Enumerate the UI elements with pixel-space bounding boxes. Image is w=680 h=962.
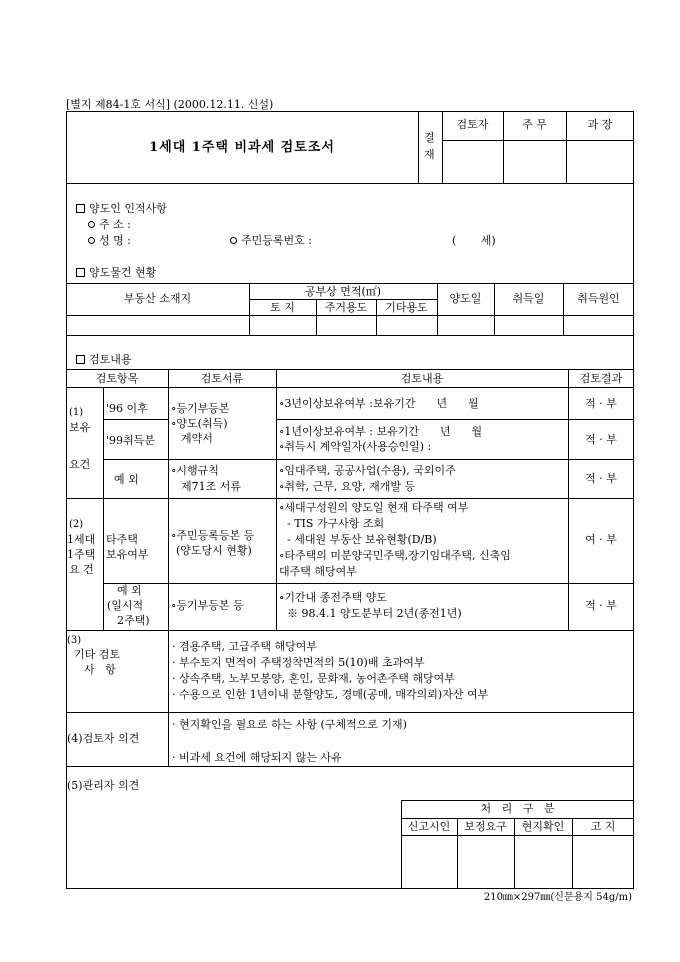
input-acquire-cause[interactable]: [564, 316, 633, 334]
s1-label-2: 요건: [69, 458, 91, 471]
property-heading: 양도물건 현황: [76, 266, 156, 280]
s1-label-1: 보유: [69, 421, 91, 434]
col-location: 부동산 소재지: [123, 292, 192, 305]
manager-opinion-input[interactable]: [68, 796, 398, 886]
approval-reviewer: 검토자: [456, 118, 489, 131]
transferor-name: 성 명 :: [88, 234, 131, 248]
col-review-item: 검토항목: [95, 372, 139, 385]
col-area: 공부상 면적(㎡): [304, 285, 382, 298]
s1-r2-content-1: ∘1년이상보유여부 : 보유기간 년 월: [279, 425, 483, 438]
result-1[interactable]: 적 · 부: [585, 397, 617, 410]
processing-heading: 처 리 구 분: [480, 802, 555, 815]
col-review-result: 검토결과: [579, 372, 623, 385]
s1-r1-content: ∘3년이상보유여부 :보유기간 년 월: [279, 397, 479, 410]
input-acquire-date[interactable]: [495, 316, 562, 334]
approval-sign-chief[interactable]: [567, 141, 633, 182]
col-acquire-date: 취득일: [512, 292, 545, 305]
s1-r3-content-2: ∘취학, 근무, 요양, 재개발 등: [279, 480, 416, 493]
s1-r1-item: '96 이후: [106, 402, 148, 415]
reviewer-opinion-line-1: · 현지확인을 필요로 하는 사항 (구체적으로 기재): [172, 718, 407, 731]
col-land: 토 지: [270, 301, 295, 314]
manager-opinion-label: (5)관리자 의견: [67, 779, 140, 792]
other-line-3: · 상속주택, 노부모봉양, 혼인, 문화재, 농어촌주택 해당여부: [172, 672, 455, 685]
s2-r1-content-2: - TIS 가구사항 조회: [287, 517, 385, 530]
cell-notice[interactable]: [573, 836, 633, 888]
other-line-2: · 부수토지 면적이 주택정착면적의 5(10)배 초과여부: [172, 656, 425, 669]
other-label-1: 기타 검토: [74, 648, 121, 661]
s1-docs-2: ∘양도(취득): [171, 417, 228, 430]
cell-report[interactable]: [402, 836, 456, 888]
other-label-2: 사 항: [84, 663, 116, 676]
s2-r1-content-4: ∘타주택의 미분양국민주택,장기임대주택, 신축임: [279, 549, 511, 562]
col-report: 신고시인: [407, 820, 451, 833]
s2-r2-content-2: ※ 98.4.1 양도분부터 2년(종전1년): [287, 607, 462, 620]
col-site-check: 현지확인: [521, 820, 565, 833]
s1-docs-3: 계약서: [181, 432, 213, 445]
s2-r1-docs-2: (양도당시 현황): [176, 544, 252, 557]
s2-r2-item-2: (일시적: [107, 599, 144, 612]
review-heading: 검토내용: [76, 353, 132, 367]
checkbox-icon: [76, 355, 85, 364]
s1-r3-content-1: ∘임대주택, 공공사업(수용), 국외이주: [279, 464, 456, 477]
s2-label-1: 1세대: [67, 533, 96, 546]
reviewer-opinion-label: (4)검토자 의견: [67, 732, 140, 745]
form-frame: [66, 111, 634, 889]
approval-sign-officer[interactable]: [504, 141, 565, 182]
input-land-area[interactable]: [250, 316, 315, 334]
s1-docs-1: ∘등기부등본: [171, 402, 230, 415]
s2-r1-item-1: 타주택: [106, 533, 138, 546]
s2-r1-content-1: ∘세대구성원의 양도일 현재 타주택 여부: [279, 501, 469, 514]
cell-site-check[interactable]: [515, 836, 571, 888]
col-review-docs: 검토서류: [200, 372, 244, 385]
approval-sign-reviewer[interactable]: [443, 141, 502, 182]
col-acquire-cause: 취득원인: [577, 292, 620, 305]
other-line-1: · 겸용주택, 고급주택 해당여부: [172, 640, 317, 653]
s2-r1-content-5: 대주택 해당여부: [279, 565, 357, 578]
result-2[interactable]: 적 · 부: [585, 433, 617, 446]
s1-r3-item: 예 외: [114, 473, 139, 486]
col-supplement: 보정요구: [464, 820, 507, 833]
transferor-age: ( 세): [452, 234, 496, 247]
reviewer-opinion-line-2: · 비과세 요건에 해당되지 않는 사유: [172, 751, 342, 764]
result-4[interactable]: 여 · 부: [585, 533, 617, 546]
s2-r1-content-3: - 세대원 부동산 보유현황(D/B): [287, 533, 437, 546]
s2-label-3: 요 건: [69, 563, 94, 576]
input-transfer-date[interactable]: [438, 316, 493, 334]
approval-officer: 주 무: [522, 118, 547, 131]
page-title: 1세대 1주택 비과세 검토조서: [149, 140, 335, 155]
transferor-address: 주 소 :: [88, 218, 131, 232]
checkbox-icon: [76, 268, 85, 277]
transferor-resident-no: 주민등록번호 :: [230, 234, 312, 248]
s2-r2-docs: ∘등기부등본 등: [171, 599, 244, 612]
result-5[interactable]: 적 · 부: [585, 599, 617, 612]
col-review-content: 검토내용: [400, 372, 444, 385]
cell-supplement[interactable]: [458, 836, 513, 888]
other-line-4: · 수용으로 인한 1년이내 분할양도, 경매(공매, 매각의뢰)자산 여부: [172, 688, 489, 701]
approval-chief: 과 장: [587, 118, 613, 131]
input-other-area[interactable]: [377, 316, 436, 334]
approval-label-2: 재: [424, 148, 435, 161]
other-num: (3): [67, 635, 82, 646]
transferor-heading: 양도인 인적사항: [76, 202, 167, 216]
approval-label-1: 결: [424, 131, 435, 144]
circle-bullet-icon: [88, 237, 95, 244]
circle-bullet-icon: [88, 221, 95, 228]
col-transfer-date: 양도일: [449, 292, 482, 305]
s2-num: (2): [69, 519, 84, 530]
col-notice: 고 지: [590, 820, 616, 833]
input-residential-area[interactable]: [317, 316, 375, 334]
form-number-note: [별지 제84-1호 서식] (2000.12.11. 신설): [66, 98, 274, 111]
s2-r1-docs-1: ∘주민등록등본 등: [171, 529, 255, 542]
col-other: 기타용도: [385, 301, 428, 314]
checkbox-icon: [76, 204, 85, 213]
input-location[interactable]: [67, 316, 248, 334]
s1-r3-docs-2: 제71조 서류: [181, 480, 241, 493]
s2-r2-content-1: ∘기간내 종전주택 양도: [279, 591, 388, 604]
result-3[interactable]: 적 · 부: [585, 472, 617, 485]
paper-spec-note: 210㎜×297㎜(신문용지 54g/m): [483, 892, 632, 903]
s1-r2-item: '99취득분: [106, 434, 155, 447]
circle-bullet-icon: [230, 237, 237, 244]
s1-num: (1): [69, 407, 84, 418]
s1-r2-content-2: ∘취득시 계약일자(사용승인일) :: [279, 440, 432, 453]
s2-r2-item-1: 예 외: [117, 584, 142, 597]
col-residential: 주거용도: [324, 301, 368, 314]
s2-label-2: 1주택: [67, 548, 96, 561]
s2-r2-item-3: 2주택): [117, 614, 150, 627]
s2-r1-item-2: 보유여부: [106, 548, 149, 561]
s1-r3-docs-1: ∘시행규칙: [171, 464, 219, 477]
